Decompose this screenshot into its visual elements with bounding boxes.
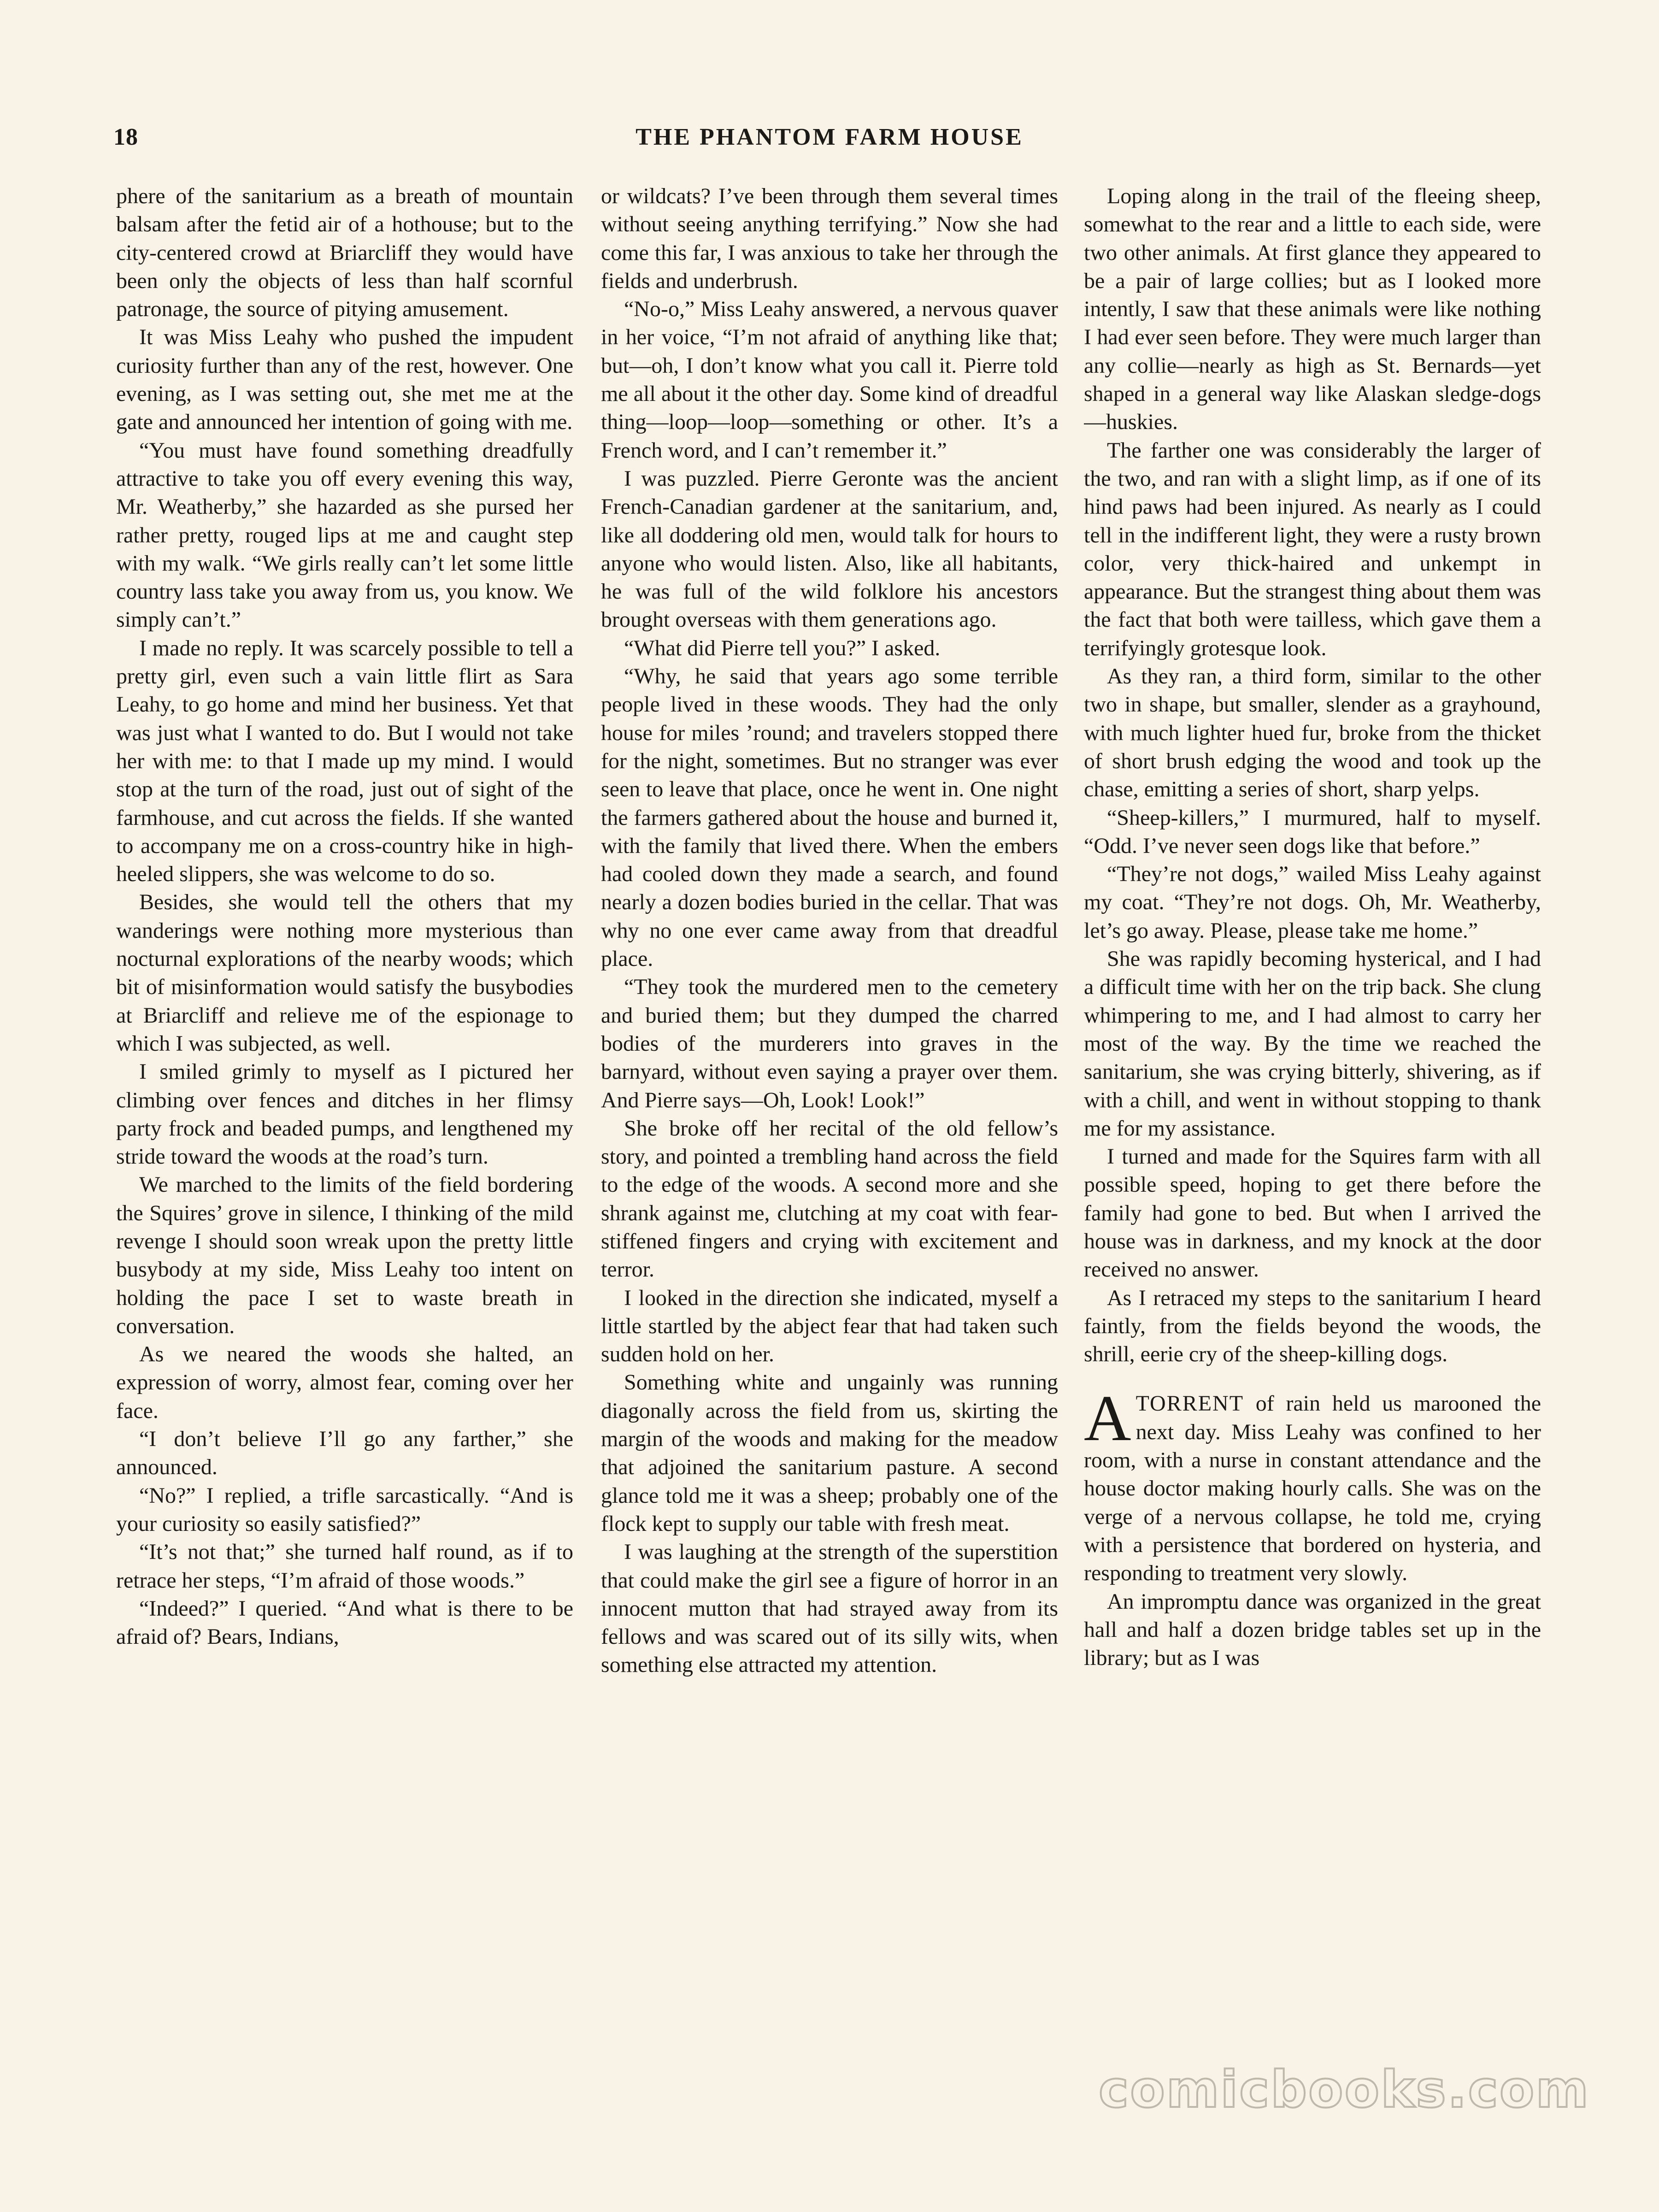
text-column-1: [116, 182, 573, 2081]
paragraph: “I don’t believe I’ll go any farther,” she announced.: [116, 1427, 573, 1480]
paragraph: As we neared the woods she halted, an expression of worry, almost fear, coming over her face.: [116, 1342, 573, 1423]
paragraph: Besides, she would tell the others that my wanderings were nothing more mysterious than nocturnal explorations of the nearby woods; which bit of misinformation would satisfy the busybodies at Briarcliff and relieve me of the espionage to which I was subjected, as well.: [116, 890, 573, 1056]
paragraph: “No?” I replied, a trifle sarcastically. “And is your curiosity so easily satisfied?”: [116, 1483, 573, 1536]
paragraph: “They’re not dogs,” wailed Miss Leahy against my coat. “They’re not dogs. Oh, Mr. Weatherby, let’s go away. Please, please take me home.”: [1084, 862, 1541, 943]
running-head: THE PHANTOM FARM HOUSE: [635, 124, 1024, 150]
paragraph: Loping along in the trail of the fleeing sheep, somewhat to the rear and a little to each side, were two other animals. At first glance they appeared to be a pair of large collies; but as I looked more intently, I saw that these animals were like nothing I had ever seen before. They were much larger than any collie—nearly as high as St. Bernards—yet shaped in a general way like Alaskan sledge-dogs—huskies.: [1084, 184, 1541, 435]
paragraph: An impromptu dance was organized in the great hall and half a dozen bridge tables set up in the library; but as I was: [1084, 1589, 1541, 1671]
paragraph: She was rapidly becoming hysterical, and I had a difficult time with her on the trip back. She clung whimpering to me, and I had almost to carry her most of the way. By the time we reached the sanitarium, she was crying bitterly, shivering, as if with a chill, and went in without stopping to thank me for my assistance.: [1084, 947, 1541, 1141]
text-column-2: [601, 182, 1058, 2081]
paragraph: I was laughing at the strength of the superstition that could make the girl see a figure of horror in an innocent mutton that had strayed away from its fellows and was scared out of its silly wits, when something else attracted my attention.: [601, 1540, 1058, 1677]
lead-text: of rain held us marooned the next day. Miss Leahy was confined to her room, with a nurse in constant attendance and the house doctor making hourly calls. She was on the verge of a nervous collapse, he told me, crying with a persistence that bordered on hysteria, and responding to treatment very slowly.: [1084, 1391, 1541, 1586]
paragraph: I turned and made for the Squires farm with all possible speed, hoping to get there before the family had gone to bed. But when I arrived the house was in darkness, and my knock at the door received no answer.: [1084, 1144, 1541, 1282]
paragraph: She broke off her recital of the old fellow’s story, and pointed a trembling hand across the field to the edge of the woods. A second more and she shrank against me, clutching at my coat with fear-stiffened fingers and crying with excitement and terror.: [601, 1116, 1058, 1282]
page-number: 18: [113, 124, 138, 150]
text-column-3: [1084, 182, 1541, 2081]
paragraph: I smiled grimly to myself as I pictured her climbing over fences and ditches in her flimsy party frock and beaded pumps, and lengthened my stride toward the woods at the road’s turn.: [116, 1059, 573, 1169]
paragraph: “They took the murdered men to the cemetery and buried them; but they dumped the charred bodies of the murderers into graves in the barnyard, without even saying a prayer over them. And Pierre says—Oh, Look! Look!”: [601, 975, 1058, 1112]
paragraph: It was Miss Leahy who pushed the impudent curiosity further than any of the rest, however. One evening, as I was setting out, she met me at the gate and announced her intention of going with me.: [116, 325, 573, 435]
paragraph: We marched to the limits of the field bordering the Squires’ grove in silence, I thinking of the mild revenge I should soon wreak upon the pretty little busybody at my side, Miss Leahy too intent on holding the pace I set to waste breath in conversation.: [116, 1172, 573, 1338]
paragraph: or wildcats? I’ve been through them several times without seeing anything terrifying.” Now she had come this far, I was anxious to take her through the fields and underbrush.: [601, 184, 1058, 293]
paragraph: I was puzzled. Pierre Geronte was the ancient French-Canadian gardener at the sanitarium, and, like all doddering old men, would talk for hours to anyone who would listen. Also, like all habitants, he was full of the wild folklore his ancestors brought overseas with them generations ago.: [601, 466, 1058, 632]
section-lead-paragraph: [1084, 1382, 1541, 1587]
paragraph: phere of the sanitarium as a breath of mountain balsam after the fetid air of a hothouse; but to the city-centered crowd at Briarcliff they would have been only the objects of less than half scornful patronage, the source of pitying amusement.: [116, 184, 573, 322]
paragraph: Something white and ungainly was running diagonally across the field from us, skirting the margin of the woods and making for the meadow that adjoined the sanitarium pasture. A second glance told me it was a sheep; probably one of the flock kept to supply our table with fresh meat.: [601, 1370, 1058, 1536]
drop-cap: A: [1084, 1382, 1131, 1455]
paragraph: “It’s not that;” she turned half round, as if to retrace her steps, “I’m afraid of those woods.”: [116, 1540, 573, 1593]
paragraph: The farther one was considerably the larger of the two, and ran with a slight limp, as if one of its hind paws had been injured. As nearly as I could tell in the indifferent light, they were a rusty brown color, very thick-haired and unkempt in appearance. But the strangest thing about them was the fact that both were tailless, which gave them a terrifyingly grotesque look.: [1084, 438, 1541, 660]
lead-caps: TORRENT: [1135, 1391, 1244, 1416]
paragraph: “Why, he said that years ago some terrible people lived in these woods. They had the only house for miles ’round; and travelers stopped there for the night, sometimes. But no stranger was ever seen to leave that place, once he went in. One night the farmers gathered about the house and burned it, with the family that lived there. When the embers had cooled down they made a search, and found nearly a dozen bodies buried in the cellar. That was why no one ever came away from that dreadful place.: [601, 664, 1058, 971]
paragraph: “Sheep-killers,” I murmured, half to myself. “Odd. I’ve never seen dogs like that before.”: [1084, 805, 1541, 858]
paragraph: As they ran, a third form, similar to the other two in shape, but smaller, slender as a grayhound, with much lighter hued fur, broke from the thicket of short brush edging the wood and took up the chase, emitting a series of short, sharp yelps.: [1084, 664, 1541, 802]
paragraph: I looked in the direction she indicated, myself a little startled by the abject fear that had taken such sudden hold on her.: [601, 1285, 1058, 1367]
paragraph: “Indeed?” I queried. “And what is there to be afraid of? Bears, Indians,: [116, 1596, 573, 1649]
paragraph: I made no reply. It was scarcely possible to tell a pretty girl, even such a vain little flirt as Sara Leahy, to go home and mind her business. Yet that was just what I wanted to do. But I would not take her with me: to that I made up my mind. I would stop at the turn of the road, just out of sight of the farmhouse, and cut across the fields. If she wanted to accompany me on a cross-country hike in high-heeled slippers, she was welcome to do so.: [116, 635, 573, 887]
paragraph: As I retraced my steps to the sanitarium I heard faintly, from the fields beyond the woods, the shrill, eerie cry of the sheep-killing dogs.: [1084, 1285, 1541, 1367]
paragraph: “What did Pierre tell you?” I asked.: [624, 635, 941, 660]
paragraph: “You must have found something dreadfully attractive to take you off every evening this way, Mr. Weatherby,” she hazarded as she pursed her rather pretty, rouged lips at me and caught step with my walk. “We girls really can’t let some little country lass take you away from us, you know. We simply can’t.”: [116, 438, 573, 632]
paragraph: “No-o,” Miss Leahy answered, a nervous quaver in her voice, “I’m not afraid of anything like that; but—oh, I don’t know what you call it. Pierre told me all about it the other day. Some kind of dreadful thing—loop—loop—something or other. It’s a French word, and I can’t remember it.”: [601, 297, 1058, 463]
watermark: comicbooks.com: [1099, 2060, 1590, 2119]
